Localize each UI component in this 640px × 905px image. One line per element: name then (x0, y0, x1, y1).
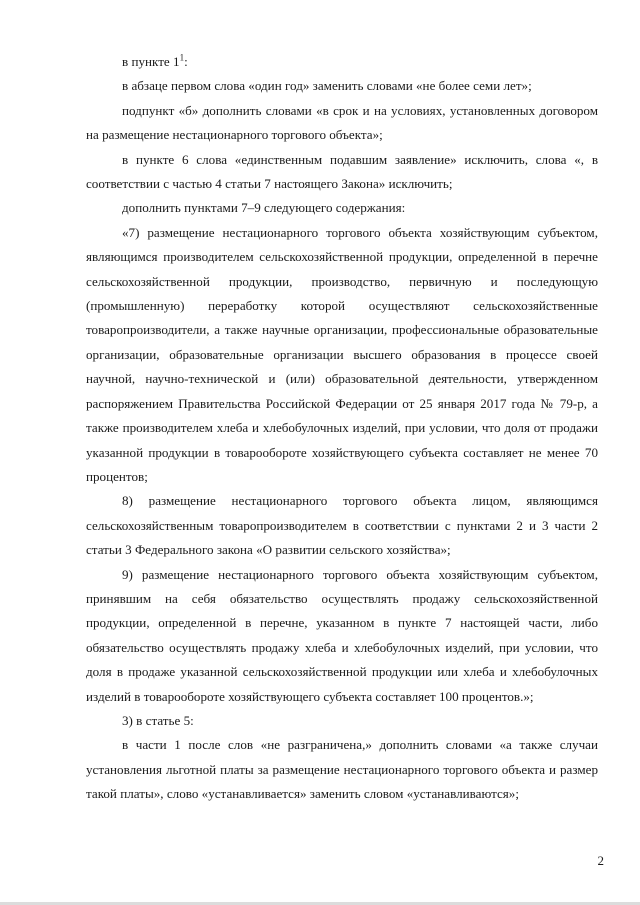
paragraph-clause-6: в пункте 6 слова «единственным подавшим заявление» исключить, слова «, в соответствии с частью 4 статьи 7 настоящего Закона» исключить; (86, 151, 598, 192)
paragraph-clause-7: «7) размещение нестационарного торгового объекта хозяйствующим субъектом, являющимся производителем сельскохозяйственной продукции, определенной в перечне сельскохозяйственной продукции, производство, первичную и последующую (промышленную) переработку которой осуществляют сельскохозяйственные товаропроизводители, а также научные организации, профессиональные образовательные организации, образовательные организации высшего образования в процессе своей научной, научно-технической и (или) образовательной деятельности, утвержденном распоряжением Правительства Российской Федерации от 25 января 2017 года № 79-р, а также производителем хлеба и хлебобулочных изделий, при условии, что доля от продажи указанной продукции в товарообороте хозяйствующего субъекта составляет не менее 70 процентов; (86, 224, 598, 484)
paragraph-clause-1-1 (86, 50, 598, 74)
paragraph-add-clauses: дополнить пунктами 7–9 следующего содержания: (122, 200, 406, 216)
paragraph-subclause-b: подпункт «б» дополнить словами «в срок и на условиях, установленных договором на размещение нестационарного торгового объекта»; (86, 102, 598, 143)
paragraph-clause-8: 8) размещение нестационарного торгового объекта лицом, являющимся сельскохозяйственным товаропроизводителем в соответствии с пунктами 2 и 3 части 2 статьи 3 Федерального закона «О развитии сельского хозяйства»; (86, 493, 598, 558)
paragraph-first-abzac: в абзаце первом слова «один год» заменить словами «не более семи лет»; (122, 78, 532, 94)
superscript-1: 1 (179, 52, 185, 63)
paragraph-clause-9: 9) размещение нестационарного торгового объекта хозяйствующим субъектом, принявшим на себя обязательство осуществлять продажу сельскохозяйственной продукции, определенной в перечне, указанном в пункте 7 настоящей части, либо обязательство осуществлять продажу хлеба и хлебобулочных изделий, при условии, что доля в продаже указанной сельскохозяйственной продукции или хлеба и хлебобулочных изделий в товарообороте хозяйствующего субъекта составляет 100 процентов.»; (86, 566, 598, 704)
paragraph-clause-1-1-colon: : (184, 54, 188, 69)
paragraph-part-1: в части 1 после слов «не разграничена,» дополнить словами «а также случаи установления льготной платы за размещение нестационарного торгового объекта и размер такой платы», слово «устанавливается» заменить словом «устанавливаются»; (86, 737, 598, 802)
document-body (86, 50, 598, 807)
paragraph-clause-1-1-text: в пункте 1 (122, 54, 180, 69)
paragraph-article-5: 3) в статье 5: (122, 712, 194, 728)
page-number: 2 (597, 853, 604, 868)
